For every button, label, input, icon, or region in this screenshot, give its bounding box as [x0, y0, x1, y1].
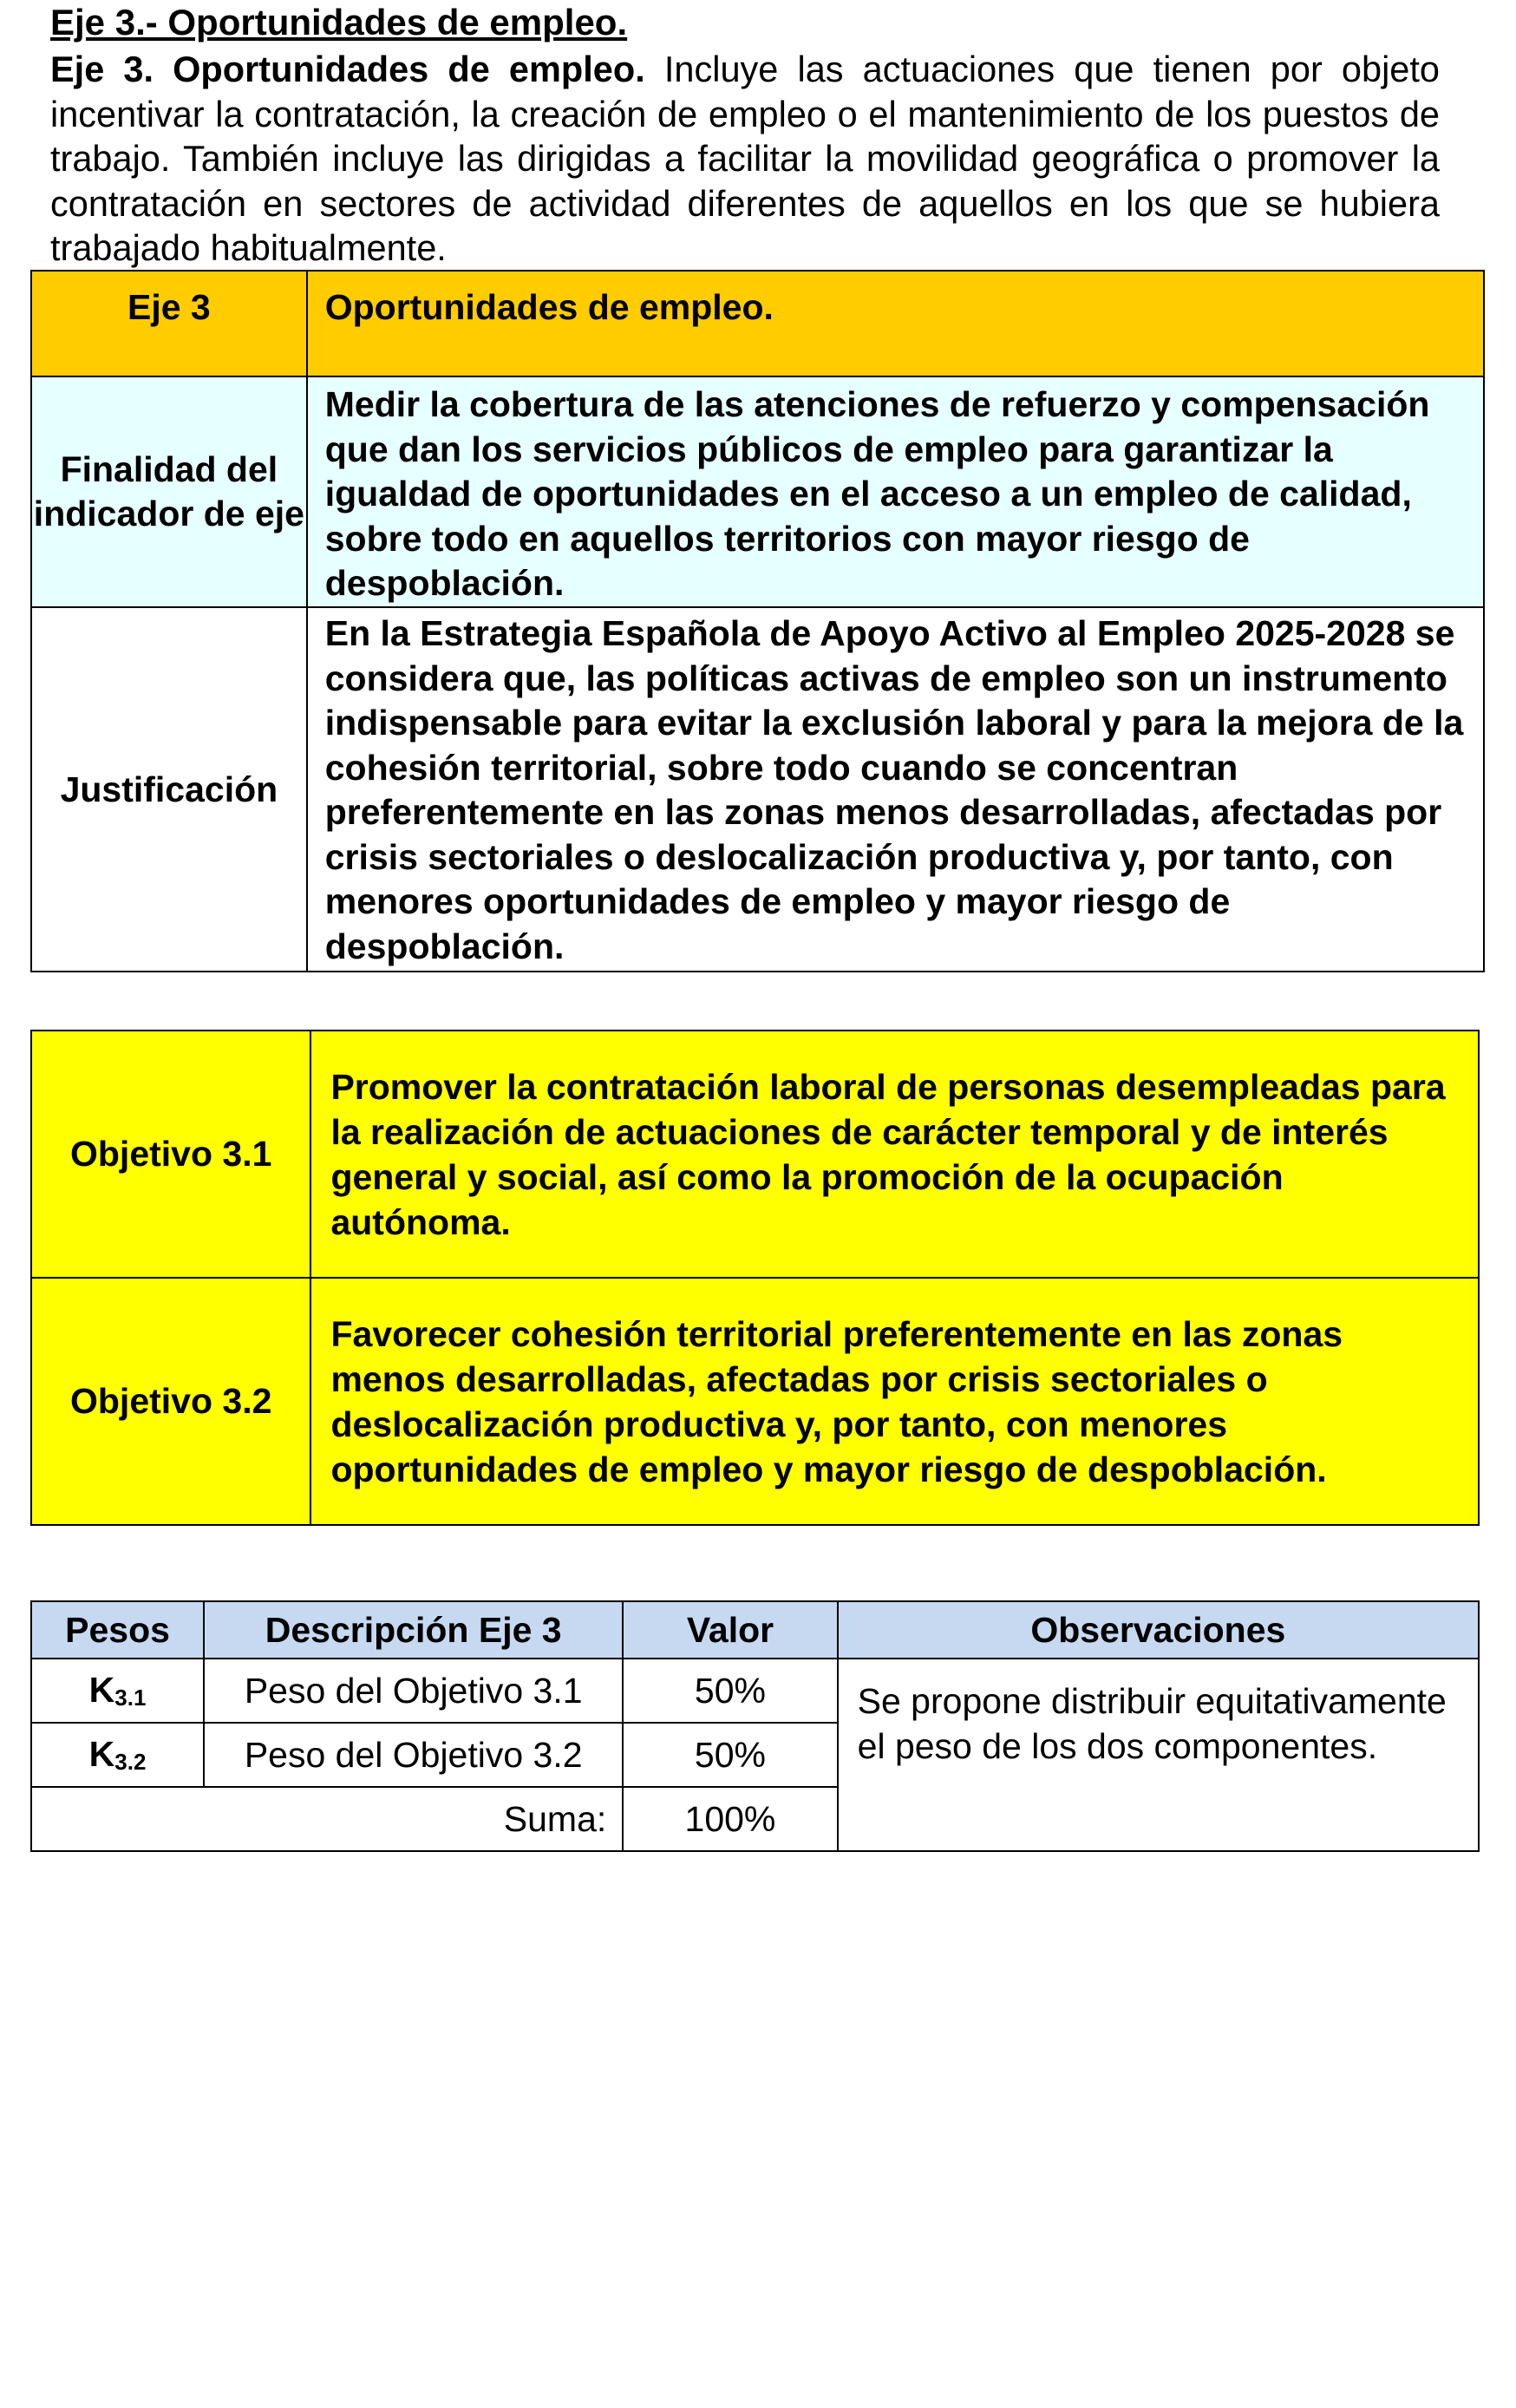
weights-observations: Se propone distribuir equitativamente el peso de los dos componentes. — [838, 1659, 1479, 1851]
finalidad-label: Finalidad del indicador de eje — [31, 376, 307, 607]
weight-description: Peso del Objetivo 3.1 — [204, 1659, 623, 1723]
finalidad-row — [31, 376, 1484, 607]
objectives-table — [30, 1030, 1480, 1526]
objective-row — [31, 1031, 1479, 1278]
weights-table — [30, 1600, 1480, 1852]
axis-header-label: Eje 3 — [31, 271, 307, 376]
sum-value: 100% — [623, 1787, 837, 1851]
weight-value: 50% — [623, 1723, 837, 1787]
intro-paragraph — [50, 47, 1440, 271]
justificacion-row — [31, 607, 1484, 972]
axis-table — [30, 270, 1485, 972]
header-observaciones: Observaciones — [838, 1601, 1479, 1659]
justificacion-label: Justificación — [31, 607, 307, 972]
header-descripcion: Descripción Eje 3 — [204, 1601, 623, 1659]
weight-key — [31, 1723, 204, 1787]
weights-header-row — [31, 1601, 1479, 1659]
sum-label: Suma: — [31, 1787, 623, 1851]
weight-value: 50% — [623, 1659, 837, 1723]
objective-row — [31, 1278, 1479, 1525]
weight-description: Peso del Objetivo 3.2 — [204, 1723, 623, 1787]
objective-text: Favorecer cohesión territorial preferentemente en las zonas menos desarrolladas, afectadas por crisis sectoriales o deslocalización productiva y, por tanto, con menores oportunidades de empleo y mayor riesgo de despoblación. — [310, 1278, 1479, 1525]
objective-label: Objetivo 3.1 — [31, 1031, 310, 1278]
header-pesos: Pesos — [31, 1601, 204, 1659]
objective-label: Objetivo 3.2 — [31, 1278, 310, 1525]
objective-text: Promover la contratación laboral de personas desempleadas para la realización de actuaciones de carácter temporal y de interés general y social, así como la promoción de la ocupación autónoma. — [310, 1031, 1479, 1278]
weight-key-sub: 3.2 — [114, 1749, 147, 1775]
section-heading: Eje 3.- Oportunidades de empleo. — [50, 2, 628, 43]
axis-header-row — [31, 271, 1484, 376]
justificacion-value: En la Estrategia Española de Apoyo Activo al Empleo 2025-2028 se considera que, las políticas activas de empleo son un instrumento indispensable para evitar la exclusión laboral y para la mejora de la cohesión territorial, sobre todo cuando se concentran preferentemente en las zonas menos desarrolladas, afectadas por crisis sectoriales o deslocalización productiva y, por tanto, con menores oportunidades de empleo y mayor riesgo de despoblación. — [307, 607, 1484, 972]
axis-header-value: Oportunidades de empleo. — [307, 271, 1484, 376]
finalidad-value: Medir la cobertura de las atenciones de refuerzo y compensación que dan los servicios públicos de empleo para garantizar la igualdad de oportunidades en el acceso a un empleo de calidad, sobre todo en aquellos territorios con mayor riesgo de despoblación. — [307, 376, 1484, 607]
weight-key-sub: 3.1 — [114, 1685, 147, 1711]
weight-key — [31, 1659, 204, 1723]
weight-key-letter: K — [88, 1734, 115, 1774]
intro-text: Incluye las actuaciones que tienen por objeto incentivar la contratación, la creación de empleo o el mantenimiento de los puestos de trabajo. También incluye las dirigidas a facilitar la movilidad geográfica o promover la contratación en sectores de actividad diferentes de aquellos en los que se hubiera trabajado habitualmente. — [50, 49, 1440, 268]
weight-key-letter: K — [88, 1670, 115, 1710]
weight-row — [31, 1659, 1479, 1723]
header-valor: Valor — [623, 1601, 837, 1659]
intro-bold-lead: Eje 3. Oportunidades de empleo. — [50, 49, 645, 89]
